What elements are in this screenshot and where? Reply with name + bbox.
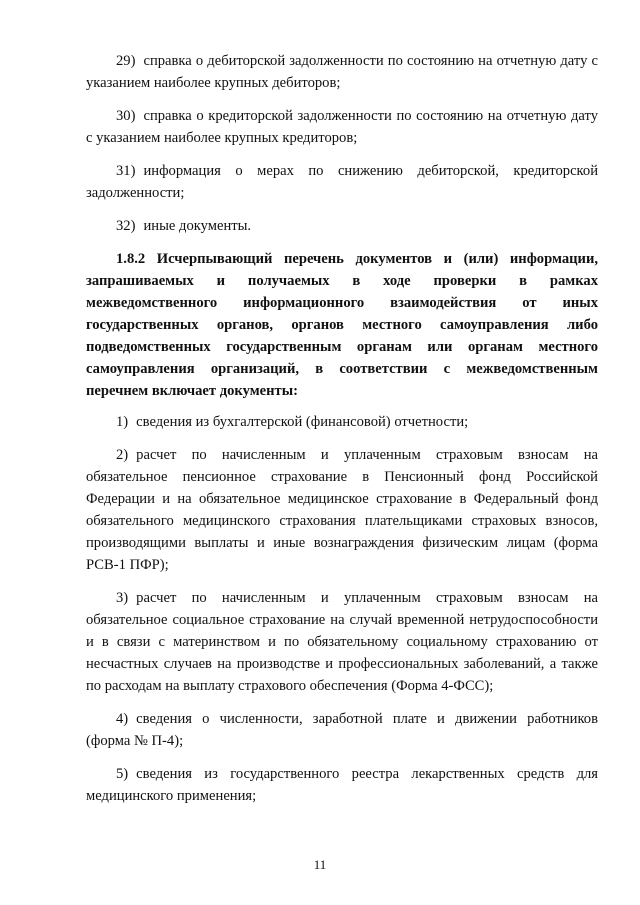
item-text: сведения из бухгалтерской (финансовой) отчетности; [136, 414, 469, 430]
item-number: 4) [116, 711, 129, 727]
list-item [86, 708, 598, 752]
item-number: 30) [116, 108, 136, 124]
item-number: 2) [116, 447, 129, 463]
section-heading: 1.8.2 Исчерпывающий перечень документов и (или) информации, запрашиваемых и получаемых в ходе проверки в рамках межведомственного информационного взаимодействия от иных государственных органов, органов местного самоуправления либо подведомственных государственным органам или органам местного самоуправления организаций, в соответствии с межведомственным перечнем включает документы: [86, 251, 598, 399]
list-item [86, 105, 598, 149]
item-number: 29) [116, 53, 136, 69]
item-number: 32) [116, 218, 136, 234]
item-text: сведения из государственного реестра лекарственных средств для медицинского применения; [86, 766, 598, 804]
page-number: 11 [313, 857, 327, 872]
document-body [86, 50, 598, 818]
list-item [86, 160, 598, 204]
list-item [86, 587, 598, 697]
list-item [86, 411, 598, 433]
item-text: сведения о численности, заработной плате и движении работников (форма № П-4); [86, 711, 598, 749]
list-item [86, 763, 598, 807]
item-text: расчет по начисленным и уплаченным страховым взносам на обязательное социальное страхование на случай временной нетрудоспособности и в связи с материнством и по обязательному социальному страхованию от несчастных случаев на производстве и профессиональных заболеваний, а также по расходам на выплату страхового обеспечения (Форма 4-ФСС); [86, 590, 598, 694]
item-text: иные документы. [143, 218, 252, 234]
item-text: расчет по начисленным и уплаченным страховым взносам на обязательное пенсионное страхование в Пенсионный фонд Российской Федерации и на обязательное медицинское страхование в Федеральный фонд обязательного медицинского страхования плательщиками страховых взносов, производящими выплаты и иные вознаграждения физическим лицам (форма РСВ-1 ПФР); [86, 447, 598, 573]
item-number: 5) [116, 766, 129, 782]
item-text: справка о кредиторской задолженности по состоянию на отчетную дату с указанием наиболее крупных кредиторов; [86, 108, 598, 146]
item-number: 31) [116, 163, 136, 179]
item-number: 1) [116, 414, 129, 430]
list-item [86, 444, 598, 576]
item-number: 3) [116, 590, 129, 606]
item-text: информация о мерах по снижению дебиторской, кредиторской задолженности; [86, 163, 598, 201]
list-item [86, 50, 598, 94]
item-text: справка о дебиторской задолженности по состоянию на отчетную дату с указанием наиболее крупных дебиторов; [86, 53, 598, 91]
list-item [86, 215, 598, 237]
